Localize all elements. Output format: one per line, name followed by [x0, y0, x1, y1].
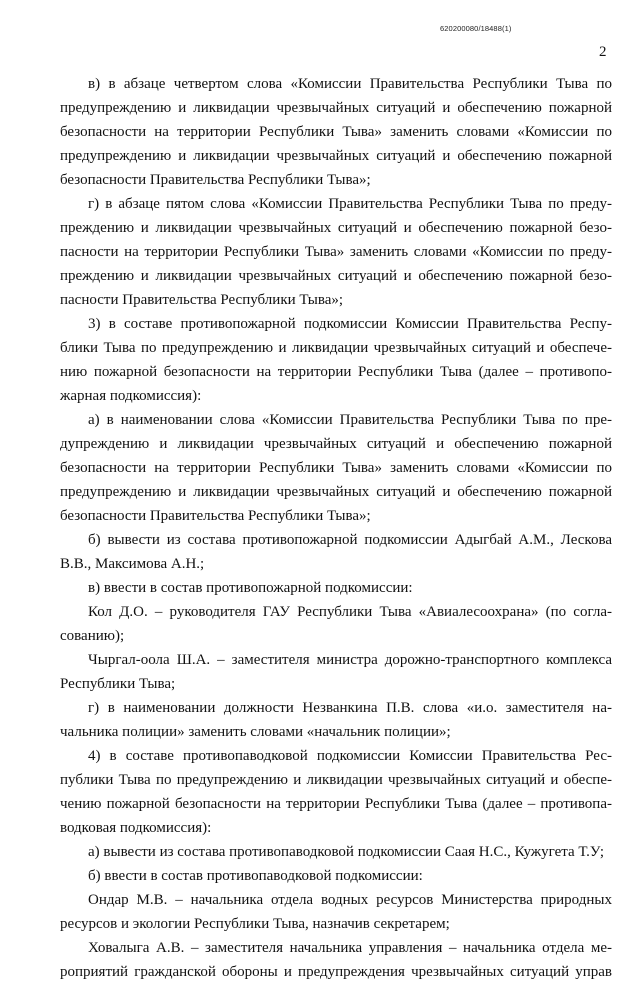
paragraph-3: 3) в составе противопожарной подкомиссии Комиссии Правительства Республики Тыва по предупреждению и ликвидации чрезвычайных ситуаций и обеспечению пожарной безопасности на территории Республики Тыва (далее – противопожарная подкомиссия):: [60, 316, 612, 404]
paragraph-8: Чыргал-оола Ш.А. – заместителя министра дорожно-транспортного комплекса Республики Тыва;: [60, 652, 612, 692]
paragraph-14: Ховалыга А.В. – заместителя начальника управления – начальника отдела мероприятий гражданской обороны и предупреждения чрезвычайных ситуаций управ: [60, 940, 612, 980]
paragraph-12: б) ввести в состав противопаводковой подкомиссии:: [88, 868, 423, 884]
paragraph-13: Ондар М.В. – начальника отдела водных ресурсов Министерства природных ресурсов и экологии Республики Тыва, назначив секретарем;: [60, 892, 612, 932]
paragraph-5: б) вывести из состава противопожарной подкомиссии Адыгбай А.М., Лескова В.В., Максимова А.Н.;: [60, 532, 612, 572]
paragraph-11: а) вывести из состава противопаводковой подкомиссии Саая Н.С., Кужугета Т.У;: [88, 844, 605, 860]
document-body: [60, 72, 612, 984]
page-number: 2: [599, 44, 607, 60]
paragraph-6: в) ввести в состав противопожарной подкомиссии:: [88, 580, 413, 596]
paragraph-2: г) в абзаце пятом слова «Комиссии Правительства Республики Тыва по предупреждению и ликвидации чрезвычайных ситуаций и обеспечению пожарной безопасности на территории Республики Тыва» заменить словами «Комиссии по предупреждению и ликвидации чрезвычайных ситуаций и обеспечению пожарной безопасности Правительства Республики Тыва»;: [60, 196, 612, 308]
paragraph-9: г) в наименовании должности Незванкина П.В. слова «и.о. заместителя начальника полиции» заменить словами «начальник полиции»;: [60, 700, 612, 740]
document-id: 620200080/18488(1): [440, 24, 512, 33]
paragraph-10: 4) в составе противопаводковой подкомиссии Комиссии Правительства Республики Тыва по предупреждению и ликвидации чрезвычайных ситуаций и обеспечению пожарной безопасности на территории Республики Тыва (далее – противопаводковая подкомиссия):: [60, 748, 612, 836]
paragraph-4: а) в наименовании слова «Комиссии Правительства Республики Тыва по предупреждению и ликвидации чрезвычайных ситуаций и обеспечению пожарной безопасности на территории Республики Тыва» заменить словами «Комиссии по предупреждению и ликвидации чрезвычайных ситуаций и обеспечению пожарной безопасности Правительства Республики Тыва»;: [60, 412, 612, 524]
paragraph-7: Кол Д.О. – руководителя ГАУ Республики Тыва «Авиалесоохрана» (по согласованию);: [60, 604, 612, 644]
paragraph-1: в) в абзаце четвертом слова «Комиссии Правительства Республики Тыва по предупреждению и ликвидации чрезвычайных ситуаций и обеспечению пожарной безопасности на территории Республики Тыва» заменить словами «Комиссии по предупреждению и ликвидации чрезвычайных ситуаций и обеспечению пожарной безопасности Правительства Республики Тыва»;: [60, 76, 612, 188]
